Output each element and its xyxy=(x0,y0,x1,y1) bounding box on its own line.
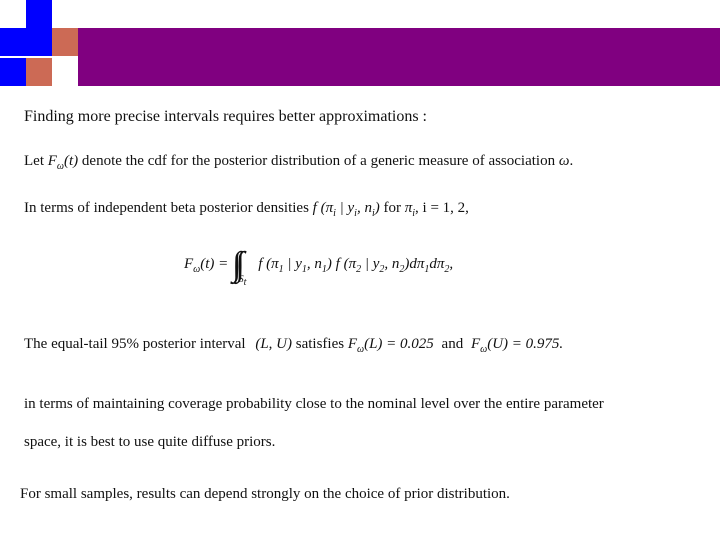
heading-text: Finding more precise intervals requires better approximations : xyxy=(24,108,427,125)
integrand: f ($\pi_1$ | $y_1$, $n_1$) f ($\pi_2$ | $y_2$, $n_2)d\pi_1d\pi_2$, xyxy=(258,256,454,276)
terms-for: for xyxy=(383,200,401,216)
deco-square-blue-2 xyxy=(0,28,26,56)
cdf-definition xyxy=(24,153,573,172)
interval-and: and xyxy=(441,336,464,352)
equation-lhs: $F_\omega(t)$ = xyxy=(184,256,229,276)
title-banner xyxy=(78,28,720,86)
lower-condition: $F_\omega(L) = 0.025$ xyxy=(347,336,434,355)
deco-square-blue-5 xyxy=(26,28,52,56)
interval-prefix: The equal-tail 95% posterior interval xyxy=(24,336,246,352)
interval-satisfies: satisfies xyxy=(295,336,345,352)
cdf-omega: ω xyxy=(558,153,570,169)
double-integral-sign: ∫∫ xyxy=(232,246,239,283)
deco-square-blue-1 xyxy=(26,0,52,28)
cdf-end: . xyxy=(569,153,574,169)
density-expression: f ($\pi_i$ | $y_i$, $n_i$) xyxy=(312,200,380,219)
deco-square-brick-1 xyxy=(52,28,78,56)
deco-square-brick-2 xyxy=(26,58,52,86)
cdf-middle: denote the cdf xyxy=(81,153,167,169)
terms-prefix: In terms of independent beta posterior densities xyxy=(24,200,309,216)
beta-densities-line xyxy=(24,200,469,219)
deco-square-blue-3 xyxy=(0,58,26,86)
integration-region: St xyxy=(238,274,247,289)
cdf-suffix: for the posterior distribution of a generic measure of association xyxy=(170,153,556,169)
coverage-text-1: in terms of maintaining coverage probability close to the nominal level over the entire parameter xyxy=(24,396,604,412)
index-range: , i = 1, 2, xyxy=(415,200,469,216)
interval-pair: (L, U) xyxy=(255,336,293,352)
slide-heading xyxy=(24,108,427,126)
banner-connector xyxy=(52,58,78,86)
small-samples-line xyxy=(20,486,510,503)
posterior-interval-line xyxy=(24,336,563,355)
cdf-integral-equation xyxy=(184,246,453,288)
cdf-symbol: $F_\omega(t)$ xyxy=(47,153,79,172)
coverage-line-2 xyxy=(24,434,275,451)
upper-condition: $F_\omega(U) = 0.975$. xyxy=(470,336,564,355)
coverage-line-1 xyxy=(24,396,604,413)
pi-symbol: $\pi_i$ xyxy=(404,200,416,219)
cdf-prefix: Let xyxy=(24,153,44,169)
coverage-text-2: space, it is best to use quite diffuse priors. xyxy=(24,434,276,450)
small-samples-text: For small samples, results can depend strongly on the choice of prior distribution. xyxy=(20,486,510,502)
